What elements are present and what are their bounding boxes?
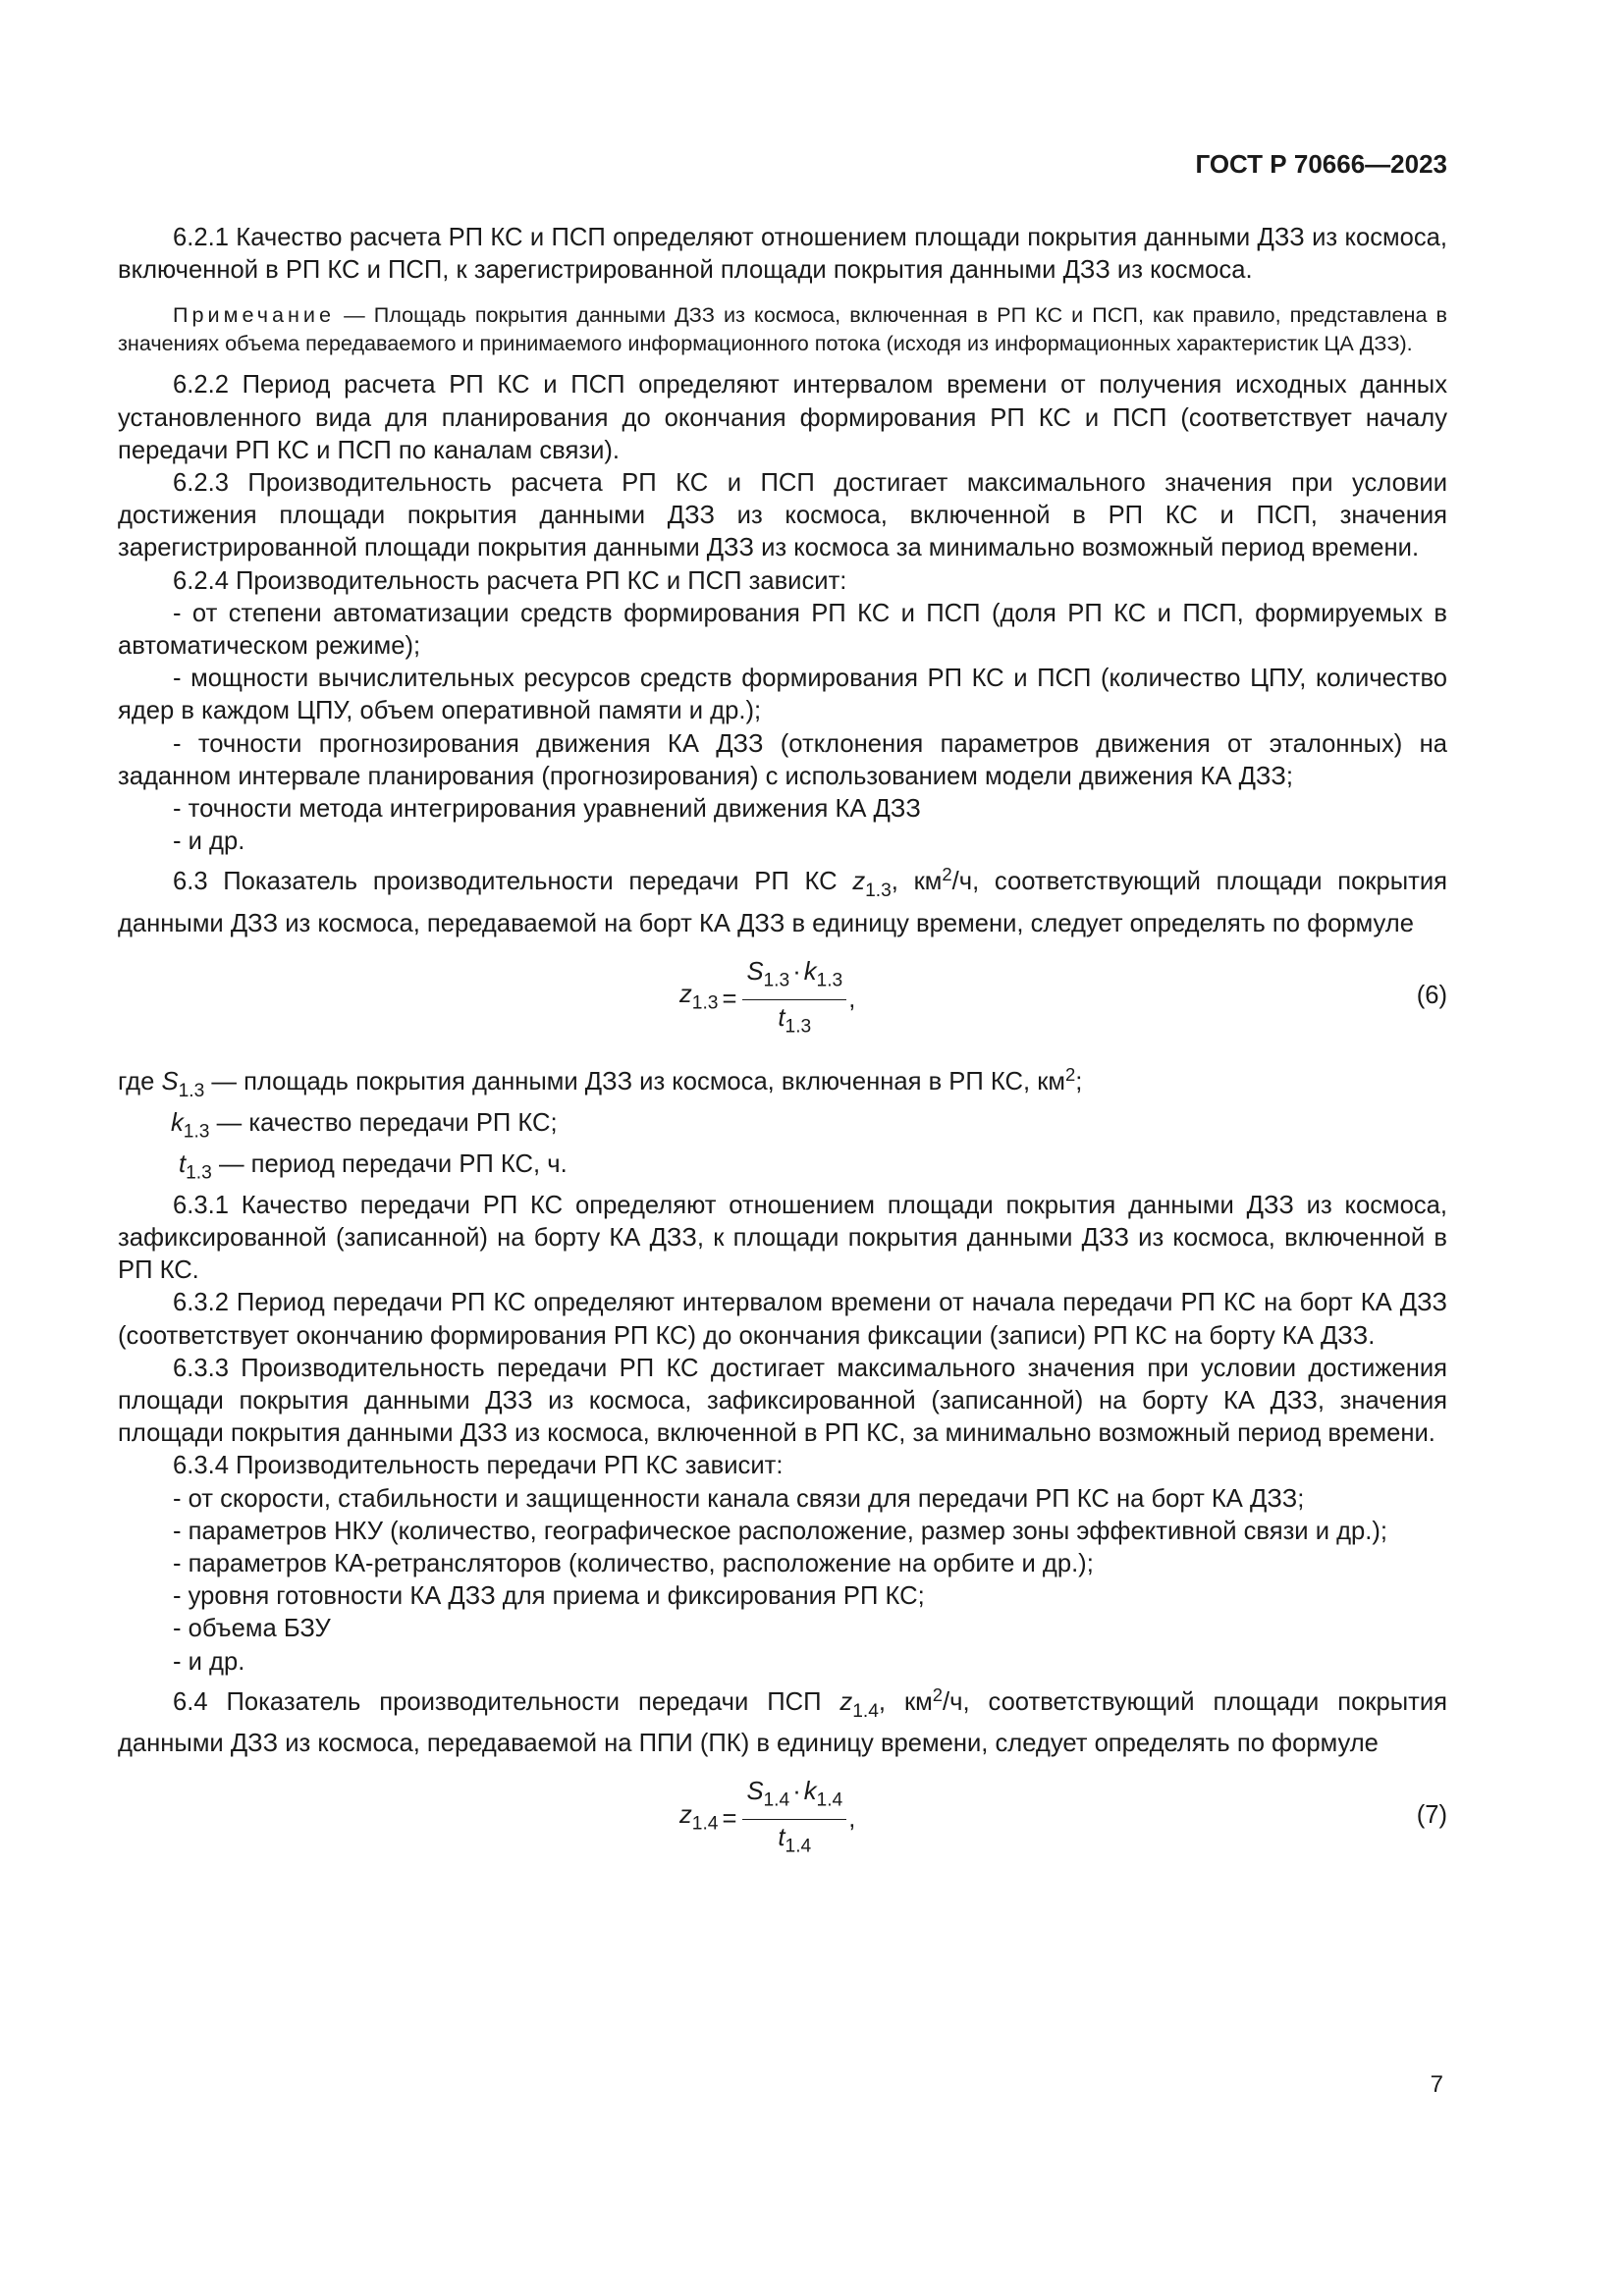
formula-numerator: $S_{1.4} \cdot k_{1.4}$ (742, 1776, 846, 1820)
formula-lhs: $z_{1.3}$ (679, 981, 719, 1014)
list-item: - точности прогнозирования движения КА ДЗЗ (отклонения параметров движения от эталонных) на заданном интервале планирования (прогнозирования) с использованием модели движения КА ДЗЗ; (118, 729, 1447, 790)
list-item: - уровня готовности КА ДЗЗ для приема и фиксирования РП КС; (173, 1582, 925, 1611)
formula-6: $z_{1.3}$ = $\frac{S_{1.3} \cdot k_{1.3}}{t_{1.3}}$ , (6) (118, 950, 1447, 1046)
list-item: - и др. (173, 1647, 245, 1676)
page-body (118, 222, 1447, 1878)
formula-7: $z_{1.4}$ = $\frac{S_{1.4} \cdot k_{1.4}}{t_{1.4}}$ , (7) (118, 1770, 1447, 1866)
where-row: где $S_{1.3}$ — площадь покрытия данными ДЗЗ из космоса, включенная в РП КС, $км^2$; (118, 1063, 1083, 1101)
para-6-4: 6.4 Показатель производительности передачи ПСП $z_{1.4}$, $км^2/ч$, соответствующий площади покрытия данными ДЗЗ из космоса, передаваемой на ППИ (ПК) в единицу времени, следует определять по формуле (118, 1683, 1448, 1757)
para-6-3-2: 6.3.2 Период передачи РП КС определяют интервалом времени от начала передачи РП КС на борт КА ДЗЗ (соответствует окончанию формирования РП КС) до окончания фиксации (записи) РП КС на борту КА ДЗЗ. (118, 1289, 1447, 1350)
list-item: - от степени автоматизации средств формирования РП КС и ПСП (доля РП КС и ПСП, формируемых в автоматическом режиме); (118, 599, 1447, 661)
formula-denominator: $t_{1.3}$ (778, 1003, 812, 1038)
equals-sign: = (722, 985, 737, 1013)
equals-sign: = (722, 1804, 737, 1833)
para-6-2-2: 6.2.2 Период расчета РП КС и ПСП определяют интервалом времени от получения исходных данных установленного вида для планирования до окончания формирования РП КС и ПСП (соответствует началу передачи РП КС и ПСП по каналам связи). (118, 371, 1447, 464)
formula-numerator: $S_{1.3} \cdot k_{1.3}$ (742, 956, 846, 1000)
formula-denominator: $t_{1.4}$ (778, 1824, 812, 1857)
where-row: $t_{1.3}$ — период передачи РП КС, ч. (179, 1149, 568, 1184)
document-id-header: ГОСТ Р 70666—2023 (1195, 149, 1447, 179)
formula-fraction (742, 956, 846, 1043)
formula-lhs: $z_{1.4}$ (679, 1800, 719, 1835)
list-item: - параметров КА-ретрансляторов (количество, расположение на орбите и др.); (173, 1549, 1094, 1577)
where-row: $k_{1.3}$ — качество передачи РП КС; (171, 1108, 558, 1143)
para-6-3-4: 6.3.4 Производительность передачи РП КС зависит: (173, 1452, 784, 1480)
para-6-2-3: 6.2.3 Производительность расчета РП КС и ПСП достигает максимального значения при условии достижения площади покрытия данными ДЗЗ из космоса, включенной в РП КС и ПСП, значения зарегистрированной площади покрытия данными ДЗЗ из космоса за минимально возможный период времени. (118, 469, 1447, 562)
list-item: - мощности вычислительных ресурсов средств формирования РП КС и ПСП (количество ЦПУ, количество ядер в каждом ЦПУ, объем оперативной памяти и др.); (118, 665, 1447, 725)
list-item: - точности метода интегрирования уравнений движения КА ДЗЗ (173, 795, 921, 824)
para-6-2-4: 6.2.4 Производительность расчета РП КС и ПСП зависит: (173, 566, 847, 595)
list-item: - параметров НКУ (количество, географическое расположение, размер зоны эффективной связи и др.); (173, 1517, 1388, 1545)
list-item: - от скорости, стабильности и защищенности канала связи для передачи РП КС на борт КА ДЗЗ; (173, 1484, 1305, 1513)
list-item: - и др. (173, 828, 245, 856)
page-number: 7 (1430, 2071, 1443, 2098)
var-z: z (839, 1688, 853, 1716)
para-6-3-3: 6.3.3 Производительность передачи РП КС достигает максимального значения при условии достижения площади покрытия данными ДЗЗ из космоса, зафиксированной (записанной) на борту КА ДЗЗ, значения площади покрытия данными ДЗЗ из космоса, включенной в РП КС, за минимально возможный период времени. (118, 1354, 1447, 1448)
equation-number: (7) (1416, 1801, 1447, 1830)
note-text: — Площадь покрытия данными ДЗЗ из космоса, включенная в РП КС и ПСП, как правило, представлена в значениях объема передаваемого и принимаемого информационного потока (исходя из информационных характеристик ЦА ДЗЗ). (118, 302, 1447, 356)
para-6-3-1: 6.3.1 Качество передачи РП КС определяют отношением площади покрытия данными ДЗЗ из космоса, зафиксированной (записанной) на борту КА ДЗЗ, к площади покрытия данными ДЗЗ из космоса, включенной в РП КС. (118, 1191, 1447, 1285)
formula-fraction (742, 1776, 846, 1863)
para-6-3: 6.3 Показатель производительности передачи РП КС $z_{1.3}$, $км^2/ч$, соответствующий площади покрытия данными ДЗЗ из космоса, передаваемой на борт КА ДЗЗ в единицу времени, следует определять по формуле (118, 864, 1448, 937)
list-item: - объема БЗУ (173, 1615, 331, 1643)
note-label: Примечание (173, 302, 335, 328)
note-block (118, 300, 1447, 357)
var-z: z (852, 868, 866, 896)
para-6-2-1: 6.2.1 Качество расчета РП КС и ПСП определяют отношением площади покрытия данными ДЗЗ из космоса, включенной в РП КС и ПСП, к зарегистрированной площади покрытия данными ДЗЗ из космоса. (118, 224, 1447, 285)
equation-number: (6) (1416, 981, 1447, 1009)
